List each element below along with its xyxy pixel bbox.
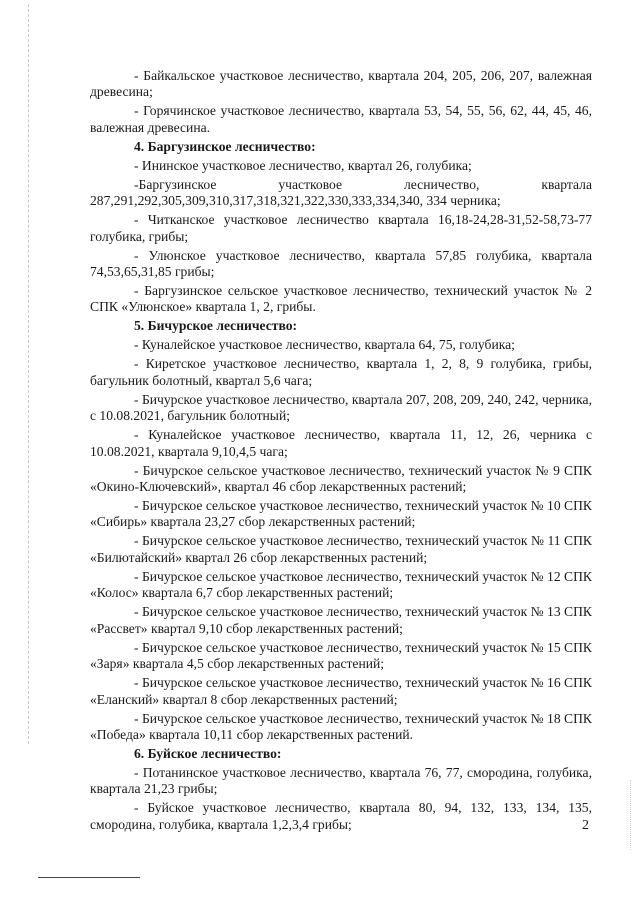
list-item: - Куналейское участковое лесничество, квартала 11, 12, 26, черника с 10.08.2021, квартала 9,10,4,5 чага; — [90, 427, 592, 459]
list-item: - Ининское участковое лесничество, квартал 26, голубика; — [134, 157, 472, 173]
list-item: - Читканское участковое лесничество квартала 16,18-24,28-31,52-58,73-77 голубика, грибы; — [90, 212, 592, 244]
list-item: - Куналейское участковое лесничество, квартала 64, 75, голубика; — [134, 337, 515, 353]
list-item: - Горячинское участковое лесничество, квартала 53, 54, 55, 56, 62, 44, 45, 46, валежная древесина. — [90, 103, 592, 135]
list-item: - Потанинское участковое лесничество, квартала 76, 77, смородина, голубика, квартала 21,23 грибы; — [90, 764, 592, 797]
page-number: 2 — [582, 818, 589, 833]
list-item: - Байкальское участковое лесничество, квартала 204, 205, 206, 207, валежная древесина; — [90, 68, 592, 100]
list-item: - Бичурское участковое лесничество, квартала 207, 208, 209, 240, 242, черника, с 10.08.2021, багульник болотный; — [90, 391, 592, 424]
section-heading: 5. Бичурское лесничество: — [134, 318, 298, 334]
list-item: - Бичурское сельское участковое лесничество, технический участок № 13 СПК «Рассвет» квартал 9,10 сбор лекарственных растений; — [90, 604, 592, 636]
list-item: - Буйское участковое лесничество, квартала 80, 94, 132, 133, 134, 135, смородина, голубика, квартала 1,2,3,4 грибы; — [90, 800, 592, 832]
list-item: - Бичурское сельское участковое лесничество, технический участок № 11 СПК «Билютайский» квартал 26 сбор лекарственных растений; — [90, 533, 592, 565]
list-item: - Бичурское сельское участковое лесничество, технический участок № 15 СПК «Заря» квартала 4,5 сбор лекарственных растений; — [90, 639, 592, 672]
scan-margin-line — [28, 4, 30, 744]
list-item: - Бичурское сельское участковое лесничество, технический участок № 18 СПК «Победа» квартала 10,11 сбор лекарственных растений. — [90, 710, 592, 742]
footer-rule — [38, 877, 140, 878]
document-body — [90, 68, 592, 836]
list-item: - Киретское участковое лесничество, квартала 1, 2, 8, 9 голубика, грибы, багульник болотный, квартал 5,6 чага; — [90, 356, 592, 388]
section-heading: 4. Баргузинское лесничество: — [134, 138, 316, 154]
list-item: - Бичурское сельское участковое лесничество, технический участок № 16 СПК «Еланский» квартал 8 сбор лекарственных растений; — [90, 675, 592, 707]
list-item: - Бичурское сельское участковое лесничество, технический участок № 10 СПК «Сибирь» квартала 23,27 сбор лекарственных растений; — [90, 498, 592, 530]
list-item: - Бичурское сельское участковое лесничество, технический участок № 9 СПК «Окино-Ключевский», квартал 46 сбор лекарственных растений; — [90, 462, 592, 495]
list-item: - Улюнское участковое лесничество, квартала 57,85 голубика, квартала 74,53,65,31,85 грибы; — [90, 247, 592, 280]
list-item: -Баргузинское участковое лесничество, квартала 287,291,292,305,309,310,317,318,321,322,330,333,334,340, 334 черника; — [90, 176, 592, 209]
list-item: - Баргузинское сельское участковое лесничество, технический участок № 2 СПК «Улюнское» квартала 1, 2, грибы. — [90, 283, 592, 315]
scan-edge-mark — [630, 780, 632, 850]
list-item: - Бичурское сельское участковое лесничество, технический участок № 12 СПК «Колос» квартала 6,7 сбор лекарственных растений; — [90, 568, 592, 601]
section-heading: 6. Буйское лесничество: — [134, 745, 282, 761]
